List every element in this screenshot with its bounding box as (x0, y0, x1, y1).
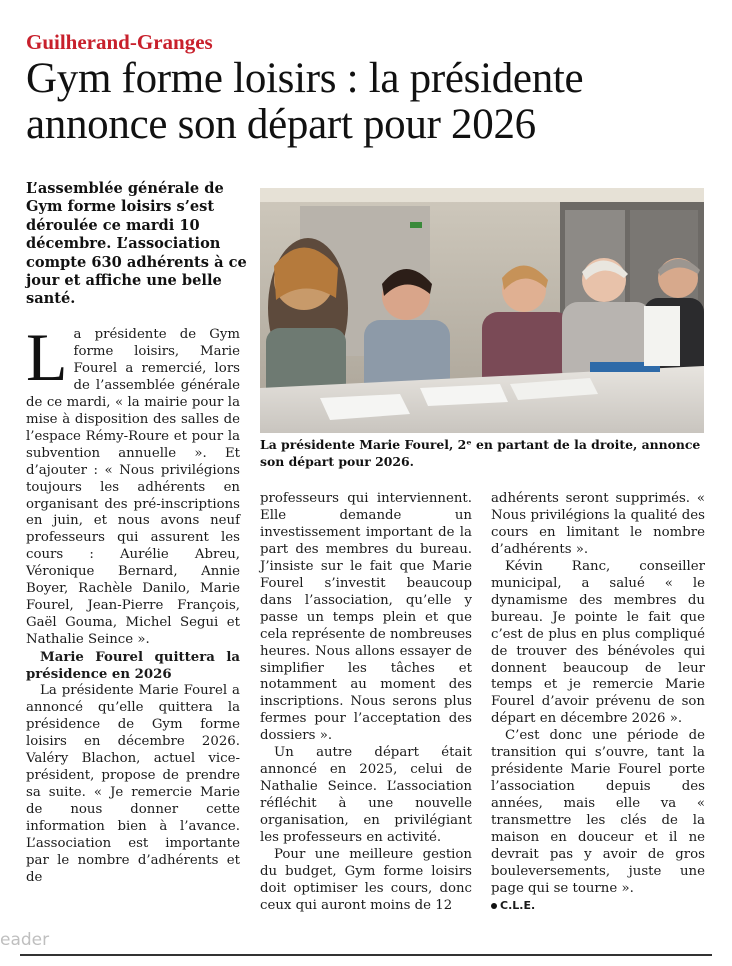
article-subhead: Marie Fourel quittera la présidence en 2026 (26, 650, 240, 683)
paragraph-4: Un autre départ était annoncé en 2025, celui de Nathalie Seince. L’association réfléchit à une nouvelle organisation, en privilégiant les professeurs en activité. (260, 745, 472, 846)
paragraph-1: a présidente de Gym forme loisirs, Marie Fourel a remercié, lors de l’assemblée générale de ce mardi, « la mairie pour la mise à disposition des salles de l’espace Rémy-Roure et pour la subvention annuelle ». Et d’ajouter : « Nous privilégions toujours les adhérents en organisant des pré-inscriptions en juin, et nous avons neuf professeurs qui assurent les cours : Aurélie Abreu, Véronique Bernard, Annie Boyer, Rachèle Danilo, Marie Fourel, Jean-Pierre François, Gaël Gouma, Michel Segui et Nathalie Seince ». (26, 327, 240, 648)
signature-text: C.L.E. (500, 898, 536, 912)
article-lede: L’assemblée générale de Gym forme loisirs s’est déroulée ce mardi 10 décembre. L’association compte 630 adhérents à ce jour et affiche une belle santé. (26, 180, 247, 308)
article-headline: Gym forme loisirs : la présidente annonce son départ pour 2026 (26, 55, 584, 148)
meeting-photo-illustration (260, 188, 704, 433)
paragraph-2: La présidente Marie Fourel a annoncé qu’elle quittera la présidence de Gym forme loisirs en décembre 2026. Valéry Blachon, actuel vice-président, propose de prendre sa suite. « Je remercie Marie de nous donner cette information bien à l’avance. L’association est importante par le nombre d’adhérents et de (26, 683, 240, 885)
article-column-2 (260, 491, 472, 915)
drop-cap: L (26, 319, 68, 395)
bullet-icon (491, 903, 497, 909)
paragraph-5: Pour une meilleure gestion du budget, Gym forme loisirs doit optimiser les cours, donc ceux qui auront moins de 12 (260, 847, 472, 913)
paragraph-6: adhérents seront supprimés. « Nous privilégions la qualité des cours en limitant le nombre d’adhérents ». (491, 491, 705, 557)
section-kicker: Guilherand-Granges (26, 30, 213, 54)
bottom-rule (20, 954, 712, 956)
paragraph-7: Kévin Ranc, conseiller municipal, a salué « le dynamisme des membres du bureau. Je pointe le fait que c’est de plus en plus compliqué de trouver des bénévoles qui donnent beaucoup de leur temps et je remercie Marie Fourel d’avoir prévenu de son départ en décembre 2026 ». (491, 558, 705, 727)
article-photo (260, 188, 704, 433)
photo-caption: La présidente Marie Fourel, 2ᵉ en partant de la droite, annonce son départ pour 2026. (260, 437, 701, 469)
paragraph-3: professeurs qui interviennent. Elle demande un investissement important de la part des membres du bureau. J’insiste sur le fait que Marie Fourel s’investit beaucoup dans l’association, qu’elle y passe un temps plein et que cela représente de nombreuses heures. Nous allons essayer de simplifier les tâches et notamment au moment des inscriptions. Nous serons plus fermes pour l’acceptation des dossiers ». (260, 491, 472, 744)
article-column-3 (491, 491, 705, 915)
article-column-1 (26, 319, 240, 887)
author-signature (491, 898, 705, 915)
reader-watermark: eader (0, 930, 50, 950)
paragraph-8: C’est donc une période de transition qui s’ouvre, tant la présidente Marie Fourel porte l’association depuis des années, mais elle va « transmettre les clés de la maison en douceur et il ne devrait pas y avoir de gros bouleversements, juste une page qui se tourne ». (491, 728, 705, 896)
